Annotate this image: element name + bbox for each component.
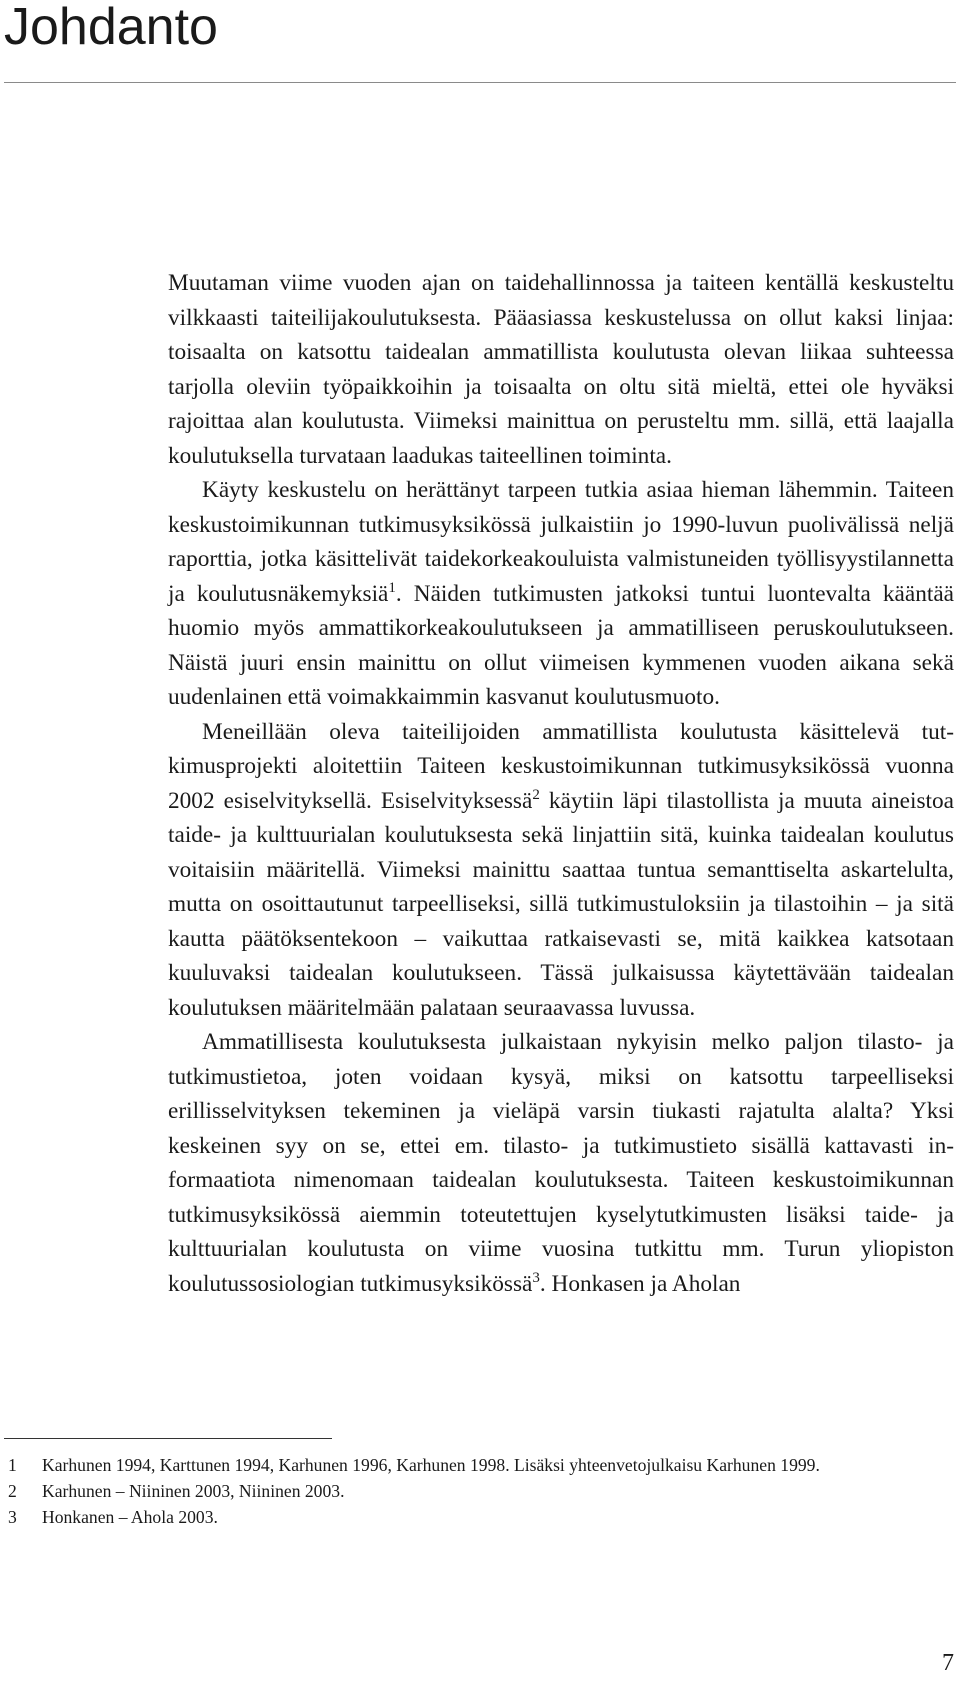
page-number: 7 [942,1650,954,1676]
paragraph-3 [168,715,954,1026]
footnote-number: 2 [8,1481,17,1501]
paragraph-text: Meneillään oleva taiteilijoiden ammatillista koulutusta käsittelevä tutkimusprojekti aloitettiin Taiteen keskustoimikunnan tutkimusyksikössä vuonna 2002 esiselvityksellä. Esiselvityksessä [168,718,954,814]
footnote-text: Karhunen – Niininen 2003, Niininen 2003. [42,1481,345,1501]
paragraph-2 [168,473,954,715]
paragraph-text: . Näiden tutkimusten jatkoksi tuntui luontevalta kääntää huomio myös ammattikorkeakoulutukseen ja ammatilliseen peruskoulutukseen. Näistä juuri ensin mainittu on ollut viimeisen kymmenen vuoden aikana sekä uudenlainen että voimakkaimmin kasvanut koulutusmuoto. [168,580,955,710]
footnote-number: 3 [8,1507,17,1527]
footnote-text: Karhunen 1994, Karttunen 1994, Karhunen 1996, Karhunen 1998. Lisäksi yhteenvetojulkaisu Karhunen 1999. [42,1455,820,1475]
body-text [168,266,954,1301]
paragraph-text: Käyty keskustelu on herättänyt tarpeen tutkia asiaa hieman lähemmin. Taiteen keskustoimikunnan tutkimusyksikössä julkaistiin jo 1990-luvun puolivälissä neljä raporttia, jotka käsittelivät taidekorkeakouluista valmistuneiden työllisyystilannetta ja koulutusnäkemyksiä [168,477,954,607]
paragraph-text: . Honkasen ja Aholan [539,1270,741,1297]
footnote-3 [4,1504,956,1530]
paragraph-text: Ammatillisesta koulutuksesta julkaistaan nykyisin melko paljon tilasto- ja tutkimustietoa, joten voidaan kysyä, miksi on katsottu tarpeelliseksi erillisselvityksen tekeminen ja vieläpä varsin tiukasti rajatulta alalta? Yksi keskeinen syy on se, ettei em. tilasto- ja tutkimustieto sisällä kattavasti informaatiota nimenomaan taidealan koulutuksesta. Taiteen keskustoimikunnan tutkimusyksikössä aiemmin toteutettujen kyselytutkimusten lisäksi taide- ja kulttuurialan koulutusta on viime vuosina tutkittu mm. Turun yliopiston koulutussosiologian tutkimusyksikössä [168,1029,954,1297]
footnote-1 [4,1452,956,1478]
paragraph-1 [168,266,954,473]
footnote-number: 1 [8,1455,17,1475]
paragraph-text: Muutaman viime vuoden ajan on taidehallinnossa ja taiteen kentällä keskusteltu vilkkaasti taiteilijakoulutuksesta. Pääasiassa keskustelussa on ollut kaksi linjaa: toisaalta on katsottu taidealan ammatillista koulutusta olevan liikaa suhteessa tarjolla oleviin työpaikkoihin ja toisaalta on oltu sitä mieltä, ettei ole hyväksi rajoittaa alan koulutusta. Viimeksi mainittua on perusteltu mm. sillä, että laajalla koulutuksella turvataan laadukas taiteellinen toiminta. [168,270,954,469]
footnote-ref-2[interactable]: 2 [532,786,540,803]
paragraph-4 [168,1025,954,1301]
footnote-ref-1[interactable]: 1 [388,579,396,596]
footnote-2 [4,1478,956,1504]
heading-rule [4,82,956,83]
chapter-heading: Johdanto [4,0,218,56]
footnote-text: Honkanen – Ahola 2003. [42,1507,218,1527]
footnote-separator [4,1438,332,1439]
footnote-ref-3[interactable]: 3 [532,1269,540,1286]
paragraph-text: käytiin läpi tilastollista ja muuta aineistoa taide- ja kulttuurialan koulutuksesta sekä linjattiin sitä, kuinka taidealan koulutus voitaisiin määritellä. Viimeksi mainittu saattaa tuntua semanttiselta askartelulta, mutta on osoittautunut tarpeelliseksi, sillä tutkimustuloksiin ja tilastoihin – ja sitä kautta päätöksentekoon – vaikuttaa ratkaisevasti se, mitä kaikkea katsotaan kuuluvaksi taidealan koulutukseen. Tässä julkaisussa käytettävään taidealan koulutuksen määritelmään palataan seuraavassa luvussa. [168,787,954,1021]
footnotes [4,1452,956,1530]
